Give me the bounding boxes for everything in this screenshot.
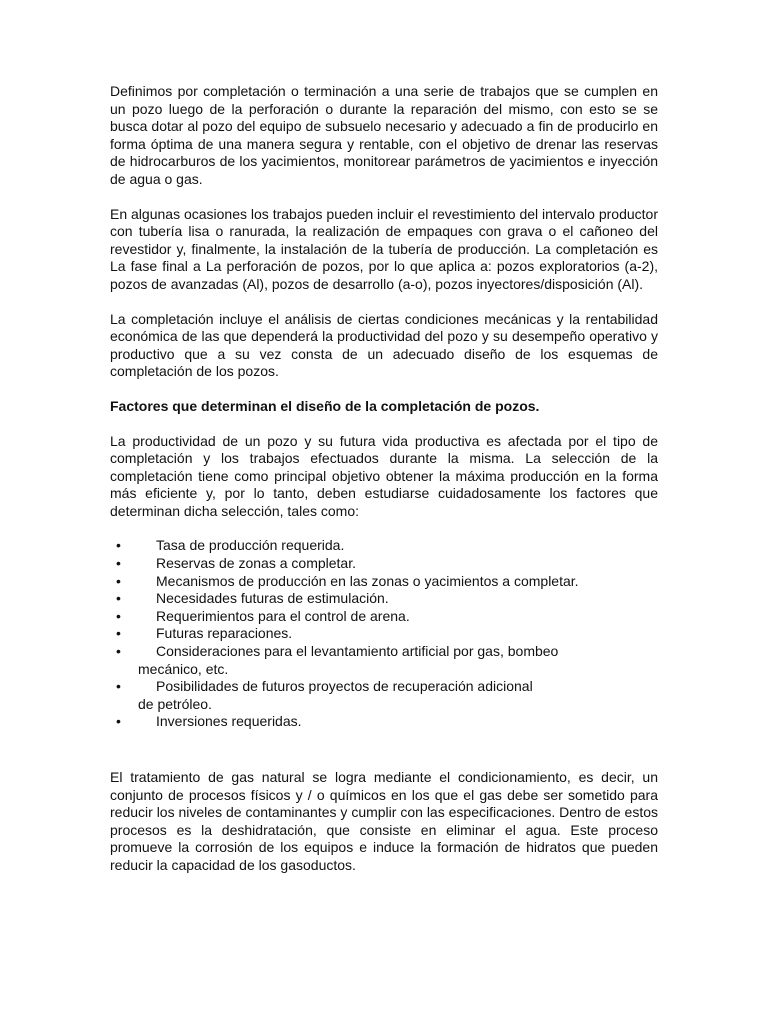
bullet-icon: • [116, 713, 121, 730]
bullet-icon: • [116, 607, 121, 624]
paragraph-analysis: La completación incluye el análisis de ciertas condiciones mecánicas y la rentabilidad económica de las que dependerá la productividad del pozo y su desempeño operativo y productivo que a su vez consta de un adecuado diseño de los esquemas de completación de los pozos. [110, 310, 658, 380]
list-item [110, 713, 658, 731]
paragraph-works: En algunas ocasiones los trabajos pueden incluir el revestimiento del intervalo productor con tubería lisa o ranurada, la realización de empaques con grava o el cañoneo del revestidor y, finalmente, la instalación de la tubería de producción. La completación es La fase final a La perforación de pozos, por lo que aplica a: pozos exploratorios (a-2), pozos de avanzadas (Al), pozos de desarrollo (a-o), pozos inyectores/disposición (Al). [110, 205, 658, 292]
list-item-text: Futuras reparaciones. [156, 625, 293, 642]
list-item-text: Inversiones requeridas. [156, 713, 302, 730]
paragraph-definition: Definimos por completación o terminación a una serie de trabajos que se cumplen en un pozo luego de la perforación o durante la reparación del mismo, con esto se se busca dotar al pozo del equipo de subsuelo necesario y adecuado a fin de producirlo en forma óptima de una manera segura y rentable, con el objetivo de drenar las reservas de hidrocarburos de los yacimientos, monitorear parámetros de yacimientos e inyección de agua o gas. [110, 83, 658, 187]
list-item [110, 643, 658, 678]
paragraph-gas-treatment: El tratamiento de gas natural se logra mediante el condicionamiento, es decir, un conjunto de procesos físicos y / o químicos en los que el gas debe ser sometido para reducir los niveles de contaminantes y cumplir con las especificaciones. Dentro de estos procesos es la deshidratación, que consiste en eliminar el agua. Este proceso promueve la corrosión de los equipos e induce la formación de hidratos que pueden reducir la capacidad de los gasoductos. [110, 769, 658, 873]
list-item-text: Posibilidades de futuros proyectos de recuperación adicional [156, 678, 533, 695]
section-heading: Factores que determinan el diseño de la completación de pozos. [110, 397, 540, 414]
list-item [110, 678, 658, 713]
list-item-text: Mecanismos de producción en las zonas o yacimientos a completar. [156, 572, 579, 589]
bullet-icon: • [116, 537, 121, 554]
bullet-icon: • [116, 678, 121, 695]
bullet-icon: • [116, 555, 121, 572]
list-item-text: Consideraciones para el levantamiento artificial por gas, bombeo [156, 643, 559, 660]
list-item [110, 608, 658, 626]
bullet-icon: • [116, 643, 121, 660]
paragraph-productivity: La productividad de un pozo y su futura vida productiva es afectada por el tipo de completación y los trabajos efectuados durante la misma. La selección de la completación tiene como principal objetivo obtener la máxima producción en la forma más eficiente y, por lo tanto, deben estudiarse cuidadosamente los factores que determinan dicha selección, tales como: [110, 432, 658, 519]
list-item [110, 590, 658, 608]
list-item [110, 537, 658, 555]
list-item-text: Tasa de producción requerida. [156, 537, 345, 554]
list-item-continuation: de petróleo. [138, 695, 212, 712]
list-item [110, 625, 658, 643]
bullet-icon: • [116, 572, 121, 589]
list-item-text: Necesidades futuras de estimulación. [156, 590, 389, 607]
list-item-text: Requerimientos para el control de arena. [156, 607, 410, 624]
bullet-icon: • [116, 590, 121, 607]
list-item-text: Reservas de zonas a completar. [156, 555, 356, 572]
bullet-icon: • [116, 625, 121, 642]
factors-list [110, 537, 658, 731]
document-page [110, 83, 658, 892]
list-item [110, 573, 658, 591]
list-item [110, 555, 658, 573]
list-item-continuation: mecánico, etc. [138, 660, 229, 677]
